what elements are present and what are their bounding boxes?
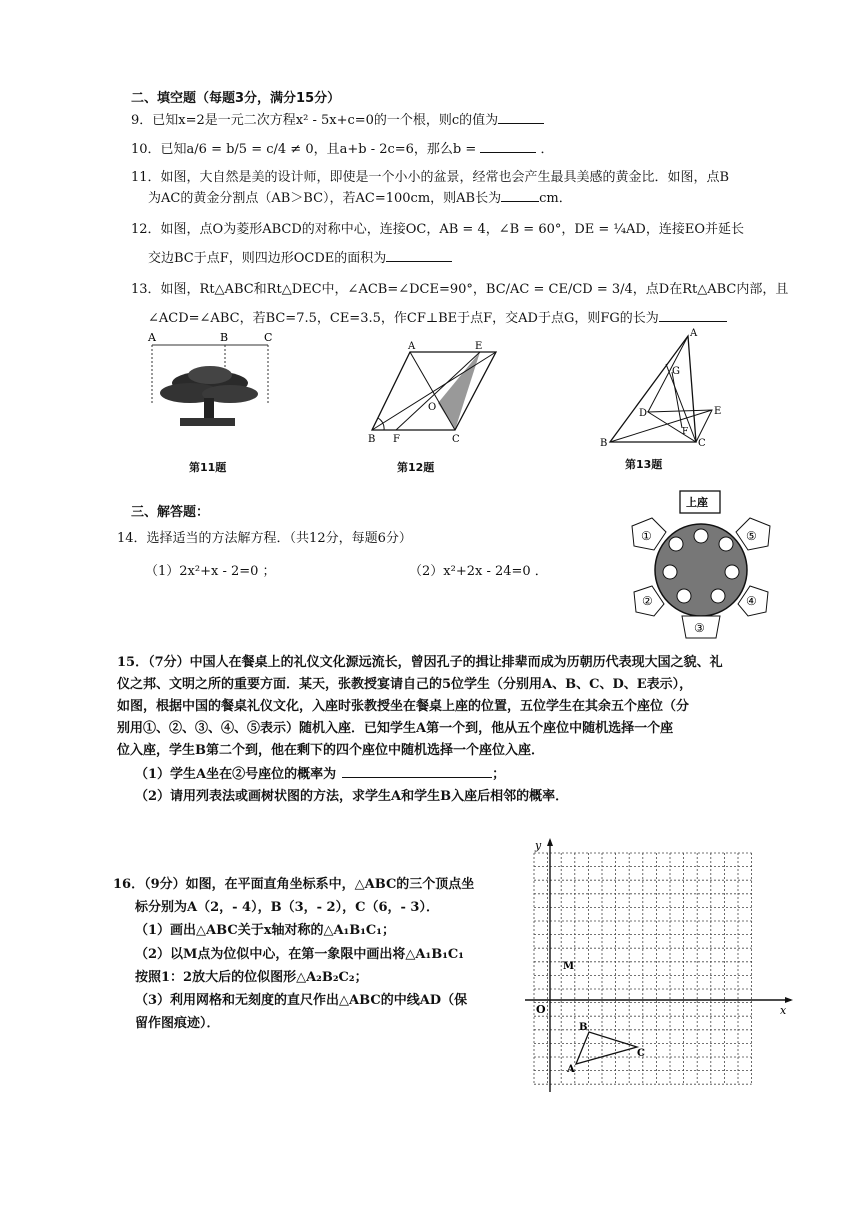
question-15-line3: 如图，根据中国的餐桌礼仪文化，入座时张教授坐在餐桌上座的位置，五位学生在其余五个座位（分	[117, 699, 690, 714]
question-15-line4: 别用①、②、③、④、⑤表示）随机入座．已知学生A第一个到，他从五个座位中随机选择一个座	[117, 721, 674, 736]
bonsai-tree-icon	[160, 366, 258, 426]
question-12-line2	[148, 249, 452, 267]
point-m-label: M	[563, 961, 575, 972]
y-axis-label: y	[535, 839, 542, 852]
answer-blank[interactable]	[342, 765, 492, 778]
figure-11-caption: 第11题	[189, 461, 227, 474]
seat-label: ③	[694, 621, 705, 635]
point-label: A	[408, 341, 416, 352]
q11-unit: cm．	[539, 191, 572, 206]
question-15-line2: 仪之邦、文明之所的重要方面．某天，张教授宴请自己的5位学生（分别用A、B、C、D、E表示），	[117, 677, 693, 692]
top-seat-label: 上座	[686, 496, 708, 509]
round-table-figure	[628, 488, 774, 640]
seat-label: ④	[746, 594, 757, 608]
q13-text: ∠ACD=∠ABC，若BC=7.5，CE=3.5，作CF⊥BE于点F，交AD于点G，则FG的长为	[148, 311, 659, 326]
question-9	[131, 111, 544, 129]
seat-label: ①	[641, 529, 652, 543]
question-13-line1: 13．如图，Rt△ABC和Rt△DEC中，∠ACB=∠DCE=90°，BC/AC = CE/CD = 3/4，点D在Rt△ABC内部，且	[131, 282, 789, 297]
seat-label: ②	[642, 594, 653, 608]
answer-blank[interactable]	[501, 189, 539, 202]
question-16-2a: （2）以M点为位似中心，在第一象限中画出将△A₁B₁C₁	[135, 947, 464, 962]
point-label: A	[690, 328, 698, 339]
question-14-2: （2）x²+2x - 24=0 ．	[409, 564, 548, 579]
point-label: C	[264, 331, 273, 344]
question-16-line2: 标分别为A（2，- 4），B（3，- 2），C（6，- 3）．	[135, 900, 439, 915]
point-label: B	[220, 331, 229, 344]
point-label: C	[452, 434, 460, 445]
point-b-label: B	[579, 1022, 588, 1033]
point-label: F	[393, 434, 400, 445]
seat-label: ⑤	[746, 529, 757, 543]
x-axis-label: x	[780, 1004, 787, 1017]
question-14: 14．选择适当的方法解方程．（共12分，每题6分）	[117, 531, 412, 546]
section2-title: 二、填空题（每题3分，满分15分）	[131, 91, 341, 106]
q15-1-end: ；	[492, 767, 506, 782]
coordinate-grid-figure	[525, 838, 797, 1094]
answer-blank[interactable]	[498, 111, 544, 124]
figure-13-caption: 第13题	[625, 458, 663, 471]
point-label: E	[714, 406, 722, 417]
q15-1-text: （1）学生A坐在②号座位的概率为	[135, 767, 337, 782]
point-label: F	[682, 427, 689, 437]
figure-13	[596, 324, 736, 448]
point-label: G	[672, 366, 680, 377]
point-label: E	[475, 341, 483, 352]
point-label: C	[698, 438, 706, 448]
question-14-1: （1）2x²+x - 2=0 ；	[145, 564, 276, 579]
point-label: D	[639, 408, 648, 419]
point-c-label: C	[637, 1048, 645, 1059]
question-16-2b: 按照1：2放大后的位似图形△A₂B₂C₂；	[135, 970, 368, 985]
question-16-3a: （3）利用网格和无刻度的直尺作出△ABC的中线AD（保	[135, 993, 468, 1008]
q10-text: 10．已知a/6 = b/5 = c/4 ≠ 0，且a+b - 2c=6，那么b =	[131, 142, 477, 157]
point-a-label: A	[567, 1064, 575, 1075]
origin-label: O	[536, 1003, 546, 1016]
q11-text: 为AC的黄金分割点（AB＞BC），若AC=100cm，则AB长为	[148, 191, 502, 206]
answer-blank[interactable]	[480, 140, 536, 153]
question-16-1: （1）画出△ABC关于x轴对称的△A₁B₁C₁；	[135, 923, 395, 938]
question-16-line1: 16．（9分）如图，在平面直角坐标系中，△ABC的三个顶点坐	[113, 877, 475, 892]
question-15-1	[135, 765, 505, 783]
question-10: 10．已知a/6 = b/5 = c/4 ≠ 0，且a+b - 2c=6，那么b = ．	[131, 142, 554, 157]
answer-blank[interactable]	[386, 249, 452, 262]
point-label: B	[368, 434, 376, 445]
question-15-line1: 15．（7分）中国人在餐桌上的礼仪文化源远流长，曾因孔子的揖让排辈而成为历朝历代表现大国之貌、礼	[117, 655, 723, 670]
question-16-3b: 留作图痕迹）．	[135, 1016, 220, 1031]
figure-11	[140, 328, 290, 440]
figure-12	[362, 338, 512, 450]
question-15-2: （2）请用列表法或画树状图的方法，求学生A和学生B入座后相邻的概率．	[135, 789, 569, 804]
question-15-line5: 位入座，学生B第二个到，他在剩下的四个座位中随机选择一个座位入座．	[117, 743, 544, 758]
section3-title: 三、解答题：	[131, 505, 210, 520]
answer-blank[interactable]	[659, 309, 727, 322]
q9-text: 9．已知x=2是一元二次方程x² - 5x+c=0的一个根，则c的值为	[131, 113, 499, 128]
point-label: O	[428, 402, 437, 413]
point-label: A	[148, 331, 156, 344]
triangle-abc	[576, 1032, 637, 1064]
question-12-line1: 12．如图，点O为菱形ABCD的对称中心，连接OC，AB = 4，∠B = 60°，DE = ¼AD，连接EO并延长	[131, 222, 744, 237]
figure-12-caption: 第12题	[397, 461, 435, 474]
point-label: B	[600, 438, 608, 448]
q12-text: 交边BC于点F，则四边形OCDE的面积为	[148, 251, 387, 266]
question-11-line2	[148, 189, 572, 207]
question-11-line1: 11．如图，大自然是美的设计师，即使是一个小小的盆景，经常也会产生最具美感的黄金比．如图，点B	[131, 170, 730, 185]
